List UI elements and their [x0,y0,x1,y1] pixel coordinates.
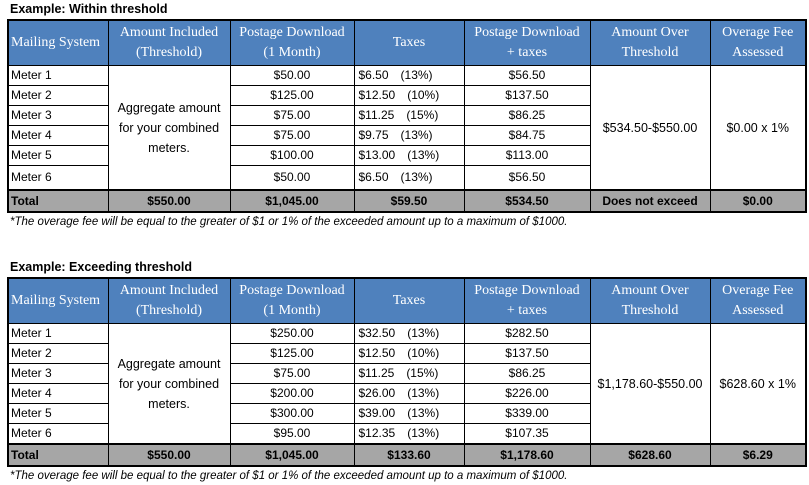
postage-plus-taxes-cell: $339.00 [464,404,590,424]
meter-name: Meter 2 [8,344,108,364]
tax-amount: $11.25 [358,366,395,380]
meter-name: Meter 1 [8,66,108,86]
postage-plus-taxes-cell: $282.50 [464,324,590,344]
postage-download-cell: $250.00 [230,324,354,344]
taxes-cell [354,106,464,126]
tax-rate: (13%) [400,68,433,82]
postage-plus-taxes-cell: $56.50 [464,66,590,86]
column-header: Mailing System [8,278,108,324]
tax-amount: $12.50 [358,346,396,360]
postage-plus-taxes-cell: $107.35 [464,424,590,445]
footnote: *The overage fee will be equal to the greater of $1 or 1% of the exceeded amount up to a maximum of $1000. [10,216,568,228]
postage-download-cell: $75.00 [230,126,354,146]
total-row [8,190,806,212]
total-value: $6.29 [710,444,806,466]
tax-rate: (10%) [407,346,440,360]
taxes-cell [354,424,464,445]
meter-name: Meter 6 [8,166,108,191]
header-row [8,20,806,66]
tax-amount: $26.00 [358,386,396,400]
tax-rate: (15%) [406,108,439,122]
taxes-cell [354,126,464,146]
amount-over-threshold-cell: $1,178.60-$550.00 [590,324,710,445]
column-header: Mailing System [8,20,108,66]
postage-plus-taxes-cell: $84.75 [464,126,590,146]
column-header: Postage Download + taxes [464,278,590,324]
column-header: Overage Fee Assessed [710,278,806,324]
column-header: Postage Download (1 Month) [230,278,354,324]
section-title: Example: Exceeding threshold [10,260,192,274]
tax-amount: $11.25 [358,108,395,122]
example-table [7,19,807,213]
meter-name: Meter 4 [8,384,108,404]
total-row [8,444,806,466]
taxes-cell [354,146,464,166]
total-value: $550.00 [108,444,230,466]
postage-download-cell: $300.00 [230,404,354,424]
taxes-cell [354,364,464,384]
postage-plus-taxes-cell: $56.50 [464,166,590,191]
meter-name: Meter 4 [8,126,108,146]
taxes-cell [354,166,464,191]
taxes-cell [354,66,464,86]
tax-amount: $39.00 [358,406,396,420]
postage-download-cell: $75.00 [230,106,354,126]
total-value: $628.60 [590,444,710,466]
overage-fee-cell: $628.60 x 1% [710,324,806,445]
aggregate-amount-cell: Aggregate amount for your combined meters. [108,66,230,191]
column-header: Postage Download (1 Month) [230,20,354,66]
postage-download-cell: $95.00 [230,424,354,445]
postage-plus-taxes-cell: $137.50 [464,86,590,106]
meter-name: Meter 6 [8,424,108,445]
taxes-cell [354,324,464,344]
section-title: Example: Within threshold [10,2,168,16]
tax-amount: $32.50 [358,326,396,340]
total-label: Total [8,190,108,212]
postage-download-cell: $200.00 [230,384,354,404]
total-value: $1,045.00 [230,190,354,212]
footnote: *The overage fee will be equal to the greater of $1 or 1% of the exceeded amount up to a maximum of $1000. [10,470,568,482]
postage-download-cell: $50.00 [230,66,354,86]
overage-fee-cell: $0.00 x 1% [710,66,806,191]
total-value: $1,045.00 [230,444,354,466]
tax-rate: (13%) [400,128,433,142]
total-value: Does not exceed [590,190,710,212]
tax-amount: $12.35 [358,426,396,440]
column-header: Taxes [354,20,464,66]
postage-download-cell: $75.00 [230,364,354,384]
total-value: $550.00 [108,190,230,212]
tax-amount: $6.50 [358,170,389,184]
column-header: Taxes [354,278,464,324]
tax-rate: (13%) [407,148,440,162]
meter-name: Meter 3 [8,364,108,384]
example-section [7,0,805,231]
total-value: $534.50 [464,190,590,212]
postage-download-cell: $125.00 [230,86,354,106]
column-header: Amount Over Threshold [590,278,710,324]
taxes-cell [354,344,464,364]
column-header: Overage Fee Assessed [710,20,806,66]
total-label: Total [8,444,108,466]
taxes-cell [354,86,464,106]
tax-amount: $13.00 [358,148,396,162]
tax-rate: (13%) [407,386,440,400]
postage-plus-taxes-cell: $113.00 [464,146,590,166]
taxes-cell [354,404,464,424]
taxes-cell [354,384,464,404]
meter-name: Meter 2 [8,86,108,106]
tax-amount: $6.50 [358,68,389,82]
column-header: Amount Included (Threshold) [108,278,230,324]
column-header: Amount Over Threshold [590,20,710,66]
table-row [8,66,806,86]
postage-download-cell: $50.00 [230,166,354,191]
meter-name: Meter 3 [8,106,108,126]
meter-name: Meter 1 [8,324,108,344]
tax-amount: $9.75 [358,128,389,142]
example-table [7,277,807,467]
total-value: $0.00 [710,190,806,212]
postage-plus-taxes-cell: $226.00 [464,384,590,404]
total-value: $133.60 [354,444,464,466]
total-value: $59.50 [354,190,464,212]
aggregate-amount-cell: Aggregate amount for your combined meters. [108,324,230,445]
tax-rate: (10%) [407,88,440,102]
postage-download-cell: $125.00 [230,344,354,364]
example-section [7,258,805,485]
tax-rate: (13%) [407,326,440,340]
postage-plus-taxes-cell: $86.25 [464,106,590,126]
tax-rate: (13%) [400,170,433,184]
postage-download-cell: $100.00 [230,146,354,166]
amount-over-threshold-cell: $534.50-$550.00 [590,66,710,191]
header-row [8,278,806,324]
table-row [8,324,806,344]
meter-name: Meter 5 [8,146,108,166]
column-header: Amount Included (Threshold) [108,20,230,66]
column-header: Postage Download + taxes [464,20,590,66]
tax-amount: $12.50 [358,88,396,102]
tax-rate: (15%) [406,366,439,380]
total-value: $1,178.60 [464,444,590,466]
postage-plus-taxes-cell: $137.50 [464,344,590,364]
tax-rate: (13%) [407,406,440,420]
postage-plus-taxes-cell: $86.25 [464,364,590,384]
meter-name: Meter 5 [8,404,108,424]
tax-rate: (13%) [407,426,440,440]
